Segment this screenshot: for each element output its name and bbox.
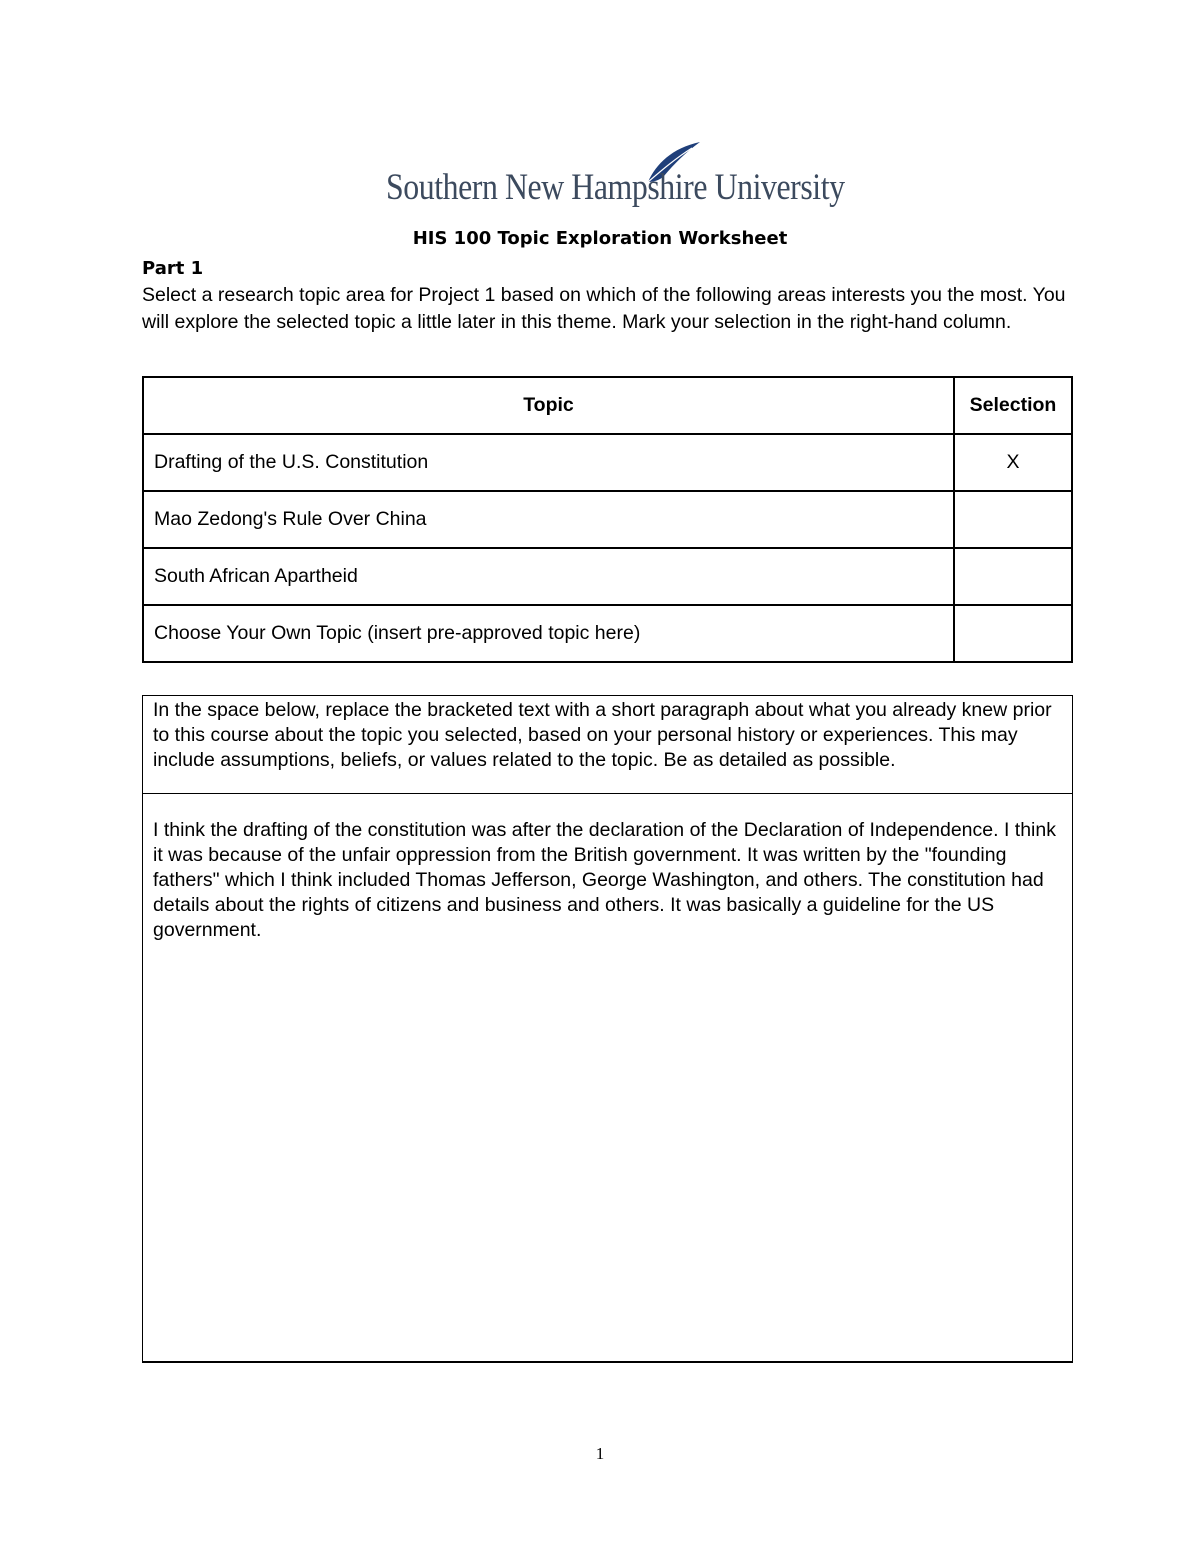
part-heading: Part 1 [142, 258, 204, 279]
university-logo [386, 140, 845, 216]
topic-cell: Mao Zedong's Rule Over China [143, 491, 954, 548]
selection-cell[interactable] [954, 605, 1072, 662]
table-row [143, 434, 1072, 491]
page-number: 1 [595, 1444, 605, 1463]
topic-cell: Drafting of the U.S. Constitution [143, 434, 954, 491]
selection-cell[interactable] [954, 491, 1072, 548]
document-title: HIS 100 Topic Exploration Worksheet [412, 228, 788, 249]
logo-wordmark: Southern New Hampshire University [386, 167, 845, 208]
topic-selection-table [142, 376, 1073, 663]
topic-cell: South African Apartheid [143, 548, 954, 605]
selection-column-header: Selection [954, 377, 1072, 434]
reflection-prompt: In the space below, replace the bracketed text with a short paragraph about what you already knew prior to this course about the topic you selected, based on your personal history or experiences. This may include assumptions, beliefs, or values related to the topic. Be as detailed as possible. [143, 696, 1072, 794]
reflection-box [142, 695, 1073, 1363]
table-row [143, 605, 1072, 662]
table-row [143, 491, 1072, 548]
table-row [143, 548, 1072, 605]
selection-cell[interactable]: X [954, 434, 1072, 491]
part-instructions: Select a research topic area for Project 1 based on which of the following areas interests you the most. You will explore the selected topic a little later in this theme. Mark your selection in the right-hand column. [142, 284, 1066, 333]
table-header-row [143, 377, 1072, 434]
topic-column-header: Topic [143, 377, 954, 434]
topic-cell: Choose Your Own Topic (insert pre-approved topic here) [143, 605, 954, 662]
selection-cell[interactable] [954, 548, 1072, 605]
reflection-answer[interactable]: I think the drafting of the constitution was after the declaration of the Declaration of Independence. I think it was because of the unfair oppression from the British government. It was written by the "founding fathers" which I think included Thomas Jefferson, George Washington, and others. The constitution had details about the rights of citizens and business and others. It was basically a guideline for the US government. [153, 819, 1056, 941]
